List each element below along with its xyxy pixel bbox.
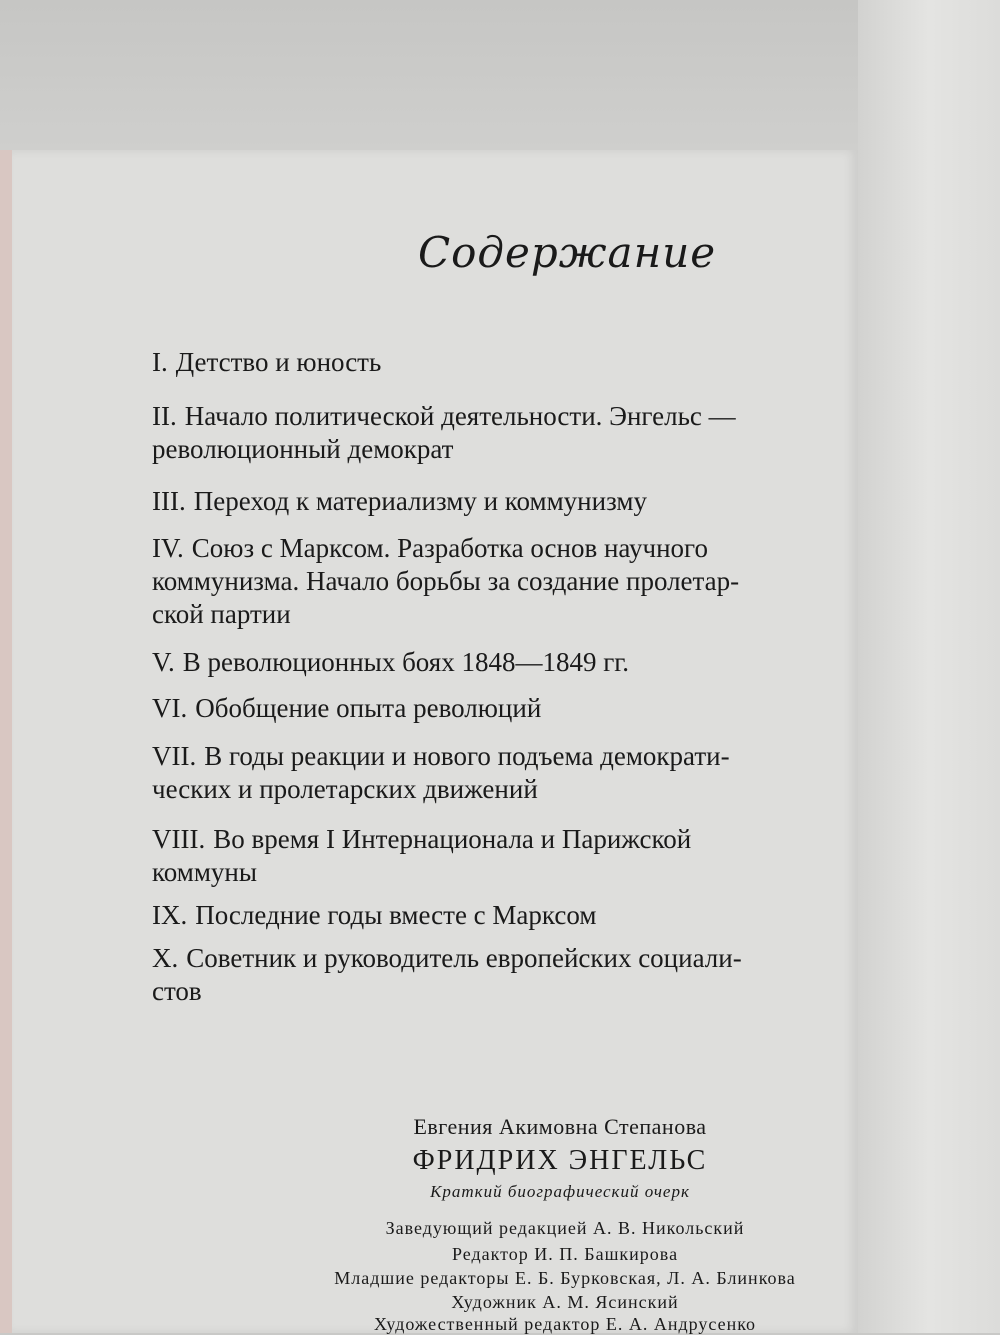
toc-entry-1 — [152, 346, 862, 379]
toc-text-continued: ской партии — [152, 599, 291, 629]
toc-entry-9 — [152, 899, 862, 932]
credit-line: Заведующий редакцией А. В. Никольский — [385, 1218, 745, 1238]
toc-number: X. — [152, 943, 179, 973]
toc-text-continued: коммунизма. Начало борьбы за создание пролетар- — [152, 566, 740, 596]
toc-number: VII. — [152, 741, 197, 771]
toc-number: I. — [152, 347, 168, 377]
toc-text-continued: революционный демократ — [152, 434, 454, 464]
toc-text: Переход к материализму и коммунизму — [193, 486, 647, 516]
facing-page — [858, 0, 1000, 1333]
book-subtitle: Краткий биографический очерк — [430, 1182, 690, 1201]
toc-text: Последние годы вместе с Марксом — [195, 900, 597, 930]
credit-line: Художник А. М. Ясинский — [451, 1292, 679, 1312]
toc-entry-2 — [152, 400, 862, 466]
toc-entry-5 — [152, 646, 862, 679]
toc-entry-3 — [152, 485, 862, 518]
toc-entry-4 — [152, 532, 862, 631]
toc-text: Начало политической деятельности. Энгельс — — [184, 401, 736, 431]
toc-text: Обобщение опыта революций — [195, 693, 542, 723]
backdrop — [0, 0, 1000, 150]
toc-number: II. — [152, 401, 177, 431]
toc-text: Детство и юность — [175, 347, 382, 377]
toc-number: V. — [152, 647, 175, 677]
toc-number: IV. — [152, 533, 184, 563]
toc-text: В годы реакции и нового подъема демократи- — [204, 741, 730, 771]
book-title: ФРИДРИХ ЭНГЕЛЬС — [412, 1145, 708, 1176]
toc-text-continued: ческих и пролетарских движений — [152, 774, 538, 804]
toc-text: Советник и руководитель европейских социали- — [186, 943, 742, 973]
toc-entry-8 — [152, 823, 862, 889]
toc-text: Союз с Марксом. Разработка основ научного — [191, 533, 708, 563]
credit-line: Художественный редактор Е. А. Андрусенко — [373, 1314, 757, 1334]
toc-number: III. — [152, 486, 186, 516]
credit-line: Младшие редакторы Е. Б. Бурковская, Л. А. Блинкова — [334, 1268, 796, 1288]
author-name: Евгения Акимовна Степанова — [413, 1114, 707, 1139]
contents-heading: Содержание — [418, 228, 717, 277]
toc-text-continued: коммуны — [152, 857, 257, 887]
toc-number: VIII. — [152, 824, 206, 854]
toc-text-continued: стов — [152, 976, 202, 1006]
toc-number: VI. — [152, 693, 188, 723]
toc-number: IX. — [152, 900, 188, 930]
toc-text: Во время I Интернационала и Парижской — [213, 824, 692, 854]
toc-entry-10 — [152, 942, 862, 1008]
toc-entry-6 — [152, 692, 862, 725]
toc-text: В революционных боях 1848—1849 гг. — [182, 647, 630, 677]
credit-line: Редактор И. П. Башкирова — [451, 1244, 679, 1264]
toc-entry-7 — [152, 740, 862, 806]
